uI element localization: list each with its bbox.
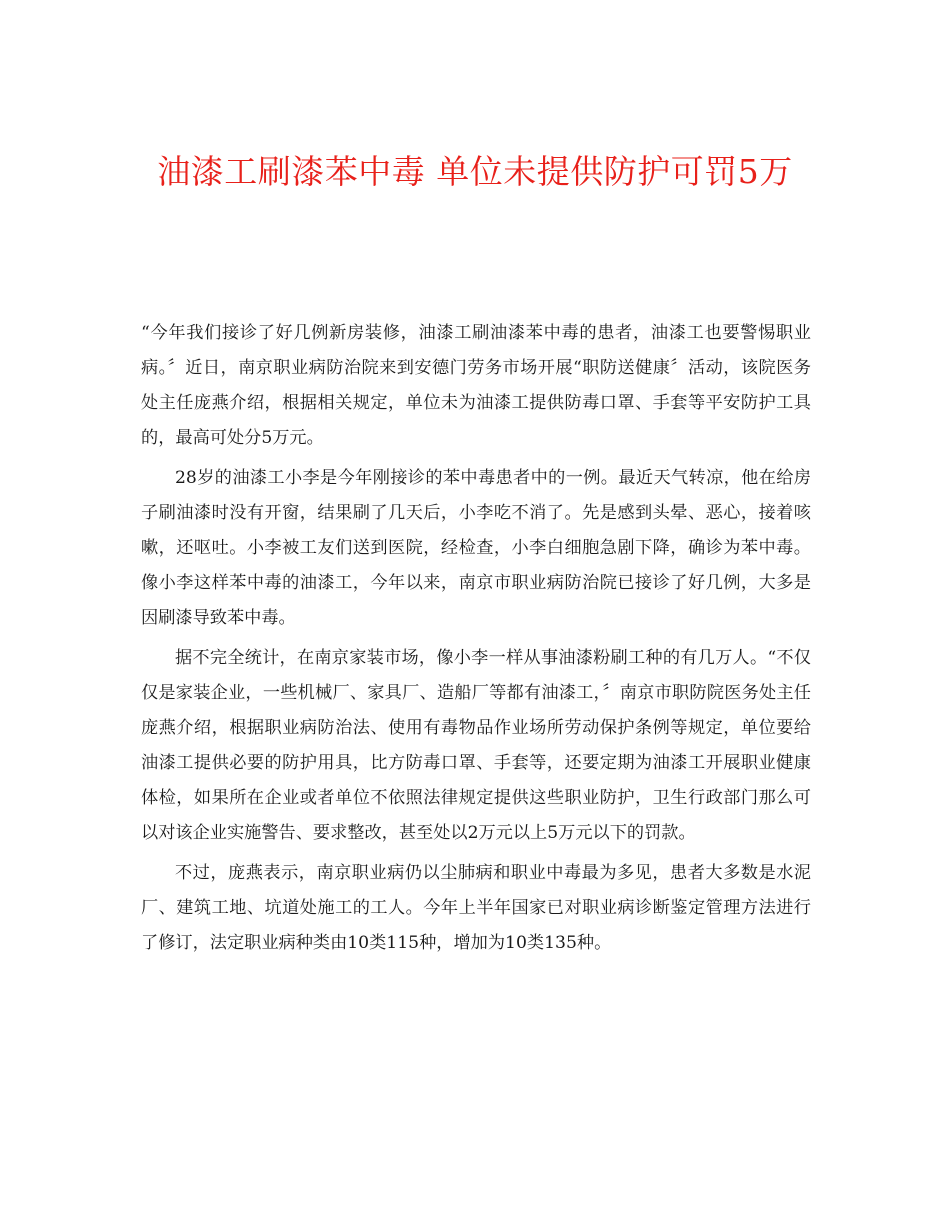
paragraph-4: 不过，庞燕表示，南京职业病仍以尘肺病和职业中毒最为多见，患者大多数是水泥厂、建筑工地、坑道处施工的工人。今年上半年国家已对职业病诊断鉴定管理方法进行了修订，法定职业病种类由10类115种，增加为10类135种。 <box>141 863 811 953</box>
paragraph-1: “今年我们接诊了好几例新房装修，油漆工刷油漆苯中毒的患者，油漆工也要警惕职业病。〞近日，南京职业病防治院来到安德门劳务市场开展“职防送健康〞活动，该院医务处主任庞燕介绍，根据相关规定，单位未为油漆工提供防毒口罩、手套等平安防护工具的，最高可处分5万元。 <box>141 323 811 448</box>
document-body <box>141 316 811 966</box>
paragraph-2: 28岁的油漆工小李是今年刚接诊的苯中毒患者中的一例。最近天气转凉，他在给房子刷油漆时没有开窗，结果刷了几天后，小李吃不消了。先是感到头晕、恶心，接着咳嗽，还呕吐。小李被工友们送到医院，经检查，小李白细胞急剧下降，确诊为苯中毒。像小李这样苯中毒的油漆工，今年以来，南京市职业病防治院已接诊了好几例，大多是因刷漆导致苯中毒。 <box>141 468 811 628</box>
document-title: 油漆工刷漆苯中毒 单位未提供防护可罚5万 <box>157 152 793 192</box>
paragraph-3: 据不完全统计，在南京家装市场，像小李一样从事油漆粉刷工种的有几万人。“不仅仅是家装企业，一些机械厂、家具厂、造船厂等都有油漆工，〞南京市职防院医务处主任庞燕介绍，根据职业病防治法、使用有毒物品作业场所劳动保护条例等规定，单位要给油漆工提供必要的防护用具，比方防毒口罩、手套等，还要定期为油漆工开展职业健康体检，如果所在企业或者单位不依照法律规定提供这些职业防护，卫生行政部门那么可以对该企业实施警告、要求整改，甚至处以2万元以上5万元以下的罚款。 <box>141 648 811 843</box>
